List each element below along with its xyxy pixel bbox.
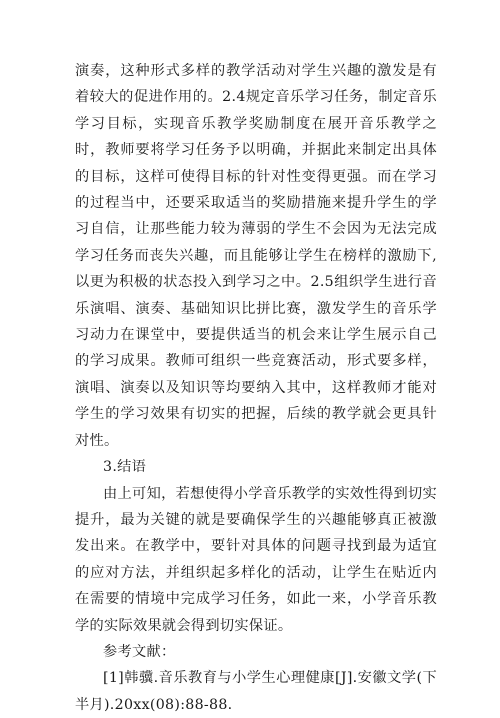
paragraph-conclusion: 由上可知，若想使得小学音乐教学的实效性得到切实提升，最为关键的就是要确保学生的兴趣能够真正被激发出来。在教学中，要针对具体的问题寻找到最为适宜的应对方法，并组织起多样化的活动，让学生在贴近内在需要的情境中完成学习任务，如此一来，小学音乐教学的实际效果就会得到切实保证。	[75, 485, 437, 634]
references-heading: 参考文献：	[103, 643, 176, 660]
section-heading-conclusion: 3.结语	[103, 459, 147, 476]
reference-item-1: [1]韩骥.音乐教育与小学生心理健康[J].安徽文学(下半月).20xx(08):88-88.	[75, 670, 437, 713]
paragraph-continuation: 演奏，这种形式多样的教学活动对学生兴趣的激发是有着较大的促进作用的。2.4规定音乐学习任务，制定音乐学习目标，实现音乐教学奖励制度在展开音乐教学之时，教师要将学习任务予以明确，并据此来制定出具体的目标，这样可使得目标的针对性变得更强。而在学习的过程当中，还要采取适当的奖励措施来提升学生的学习自信，让那些能力较为薄弱的学生不会因为无法完成学习任务而丧失兴趣，而且能够让学生在榜样的激励下,以更为积极的状态投入到学习之中。2.5组织学生进行音乐演唱、演奏、基础知识比拼比赛，激发学生的音乐学习动力在课堂中，要提供适当的机会来让学生展示自己的学习成果。教师可组织一些竞赛活动，形式要多样，演唱、演奏以及知识等均要纳入其中，这样教师才能对学生的学习效果有切实的把握，后续的教学就会更具针对性。	[75, 63, 437, 449]
document-body	[75, 58, 437, 718]
